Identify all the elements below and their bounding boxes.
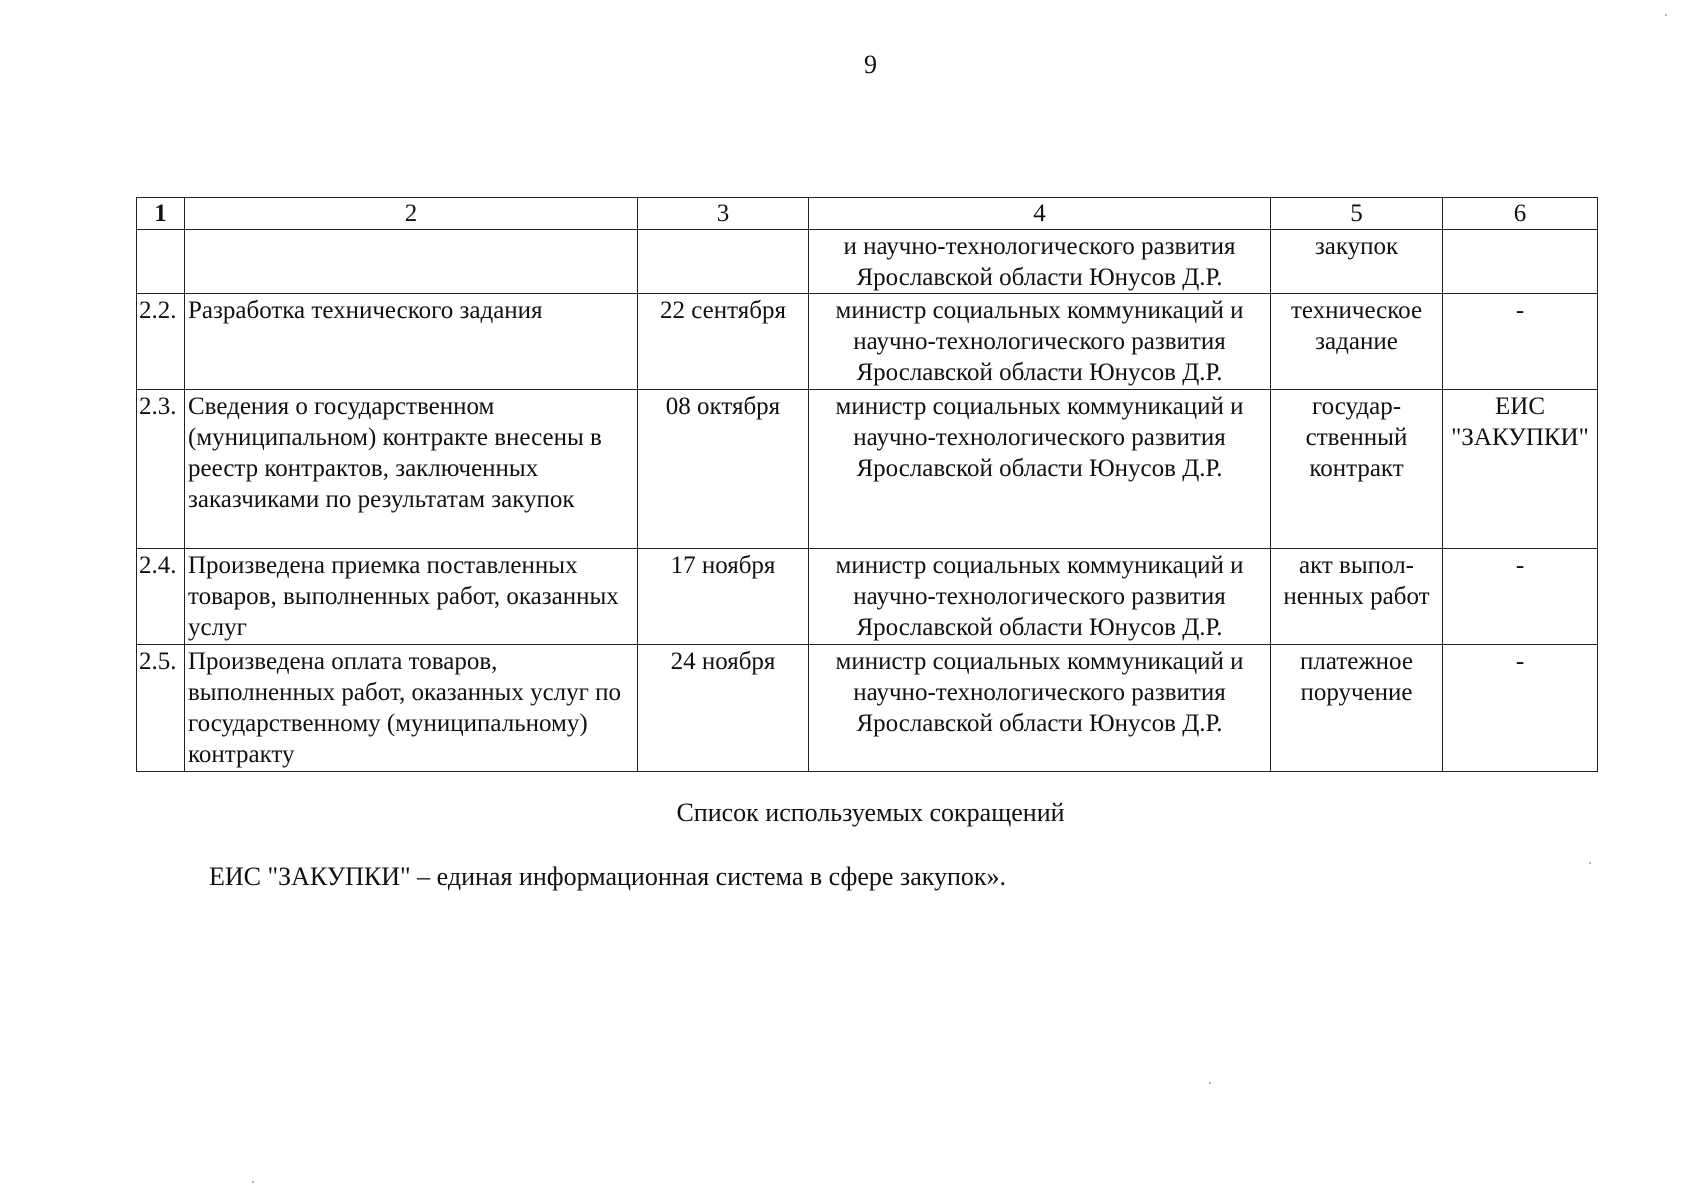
column-header-6: 6 [1443, 198, 1598, 230]
responsible-person: министр социальных коммуникаций и научно-технологического развития Ярославской области Юнусов Д.Р. [809, 645, 1271, 772]
result-document: платежное поручение [1271, 645, 1443, 772]
deadline-date: 17 ноября [638, 549, 809, 645]
event-description: Произведена оплата товаров, выполненных работ, оказанных услуг по государственному (муниципальному) контракту [185, 645, 638, 772]
table-header-row [137, 198, 1598, 230]
abbreviations-title: Список используемых сокращений [676, 798, 1065, 827]
event-description [185, 230, 638, 294]
event-description: Сведения о государственном (муниципальном) контракте внесены в реестр контрактов, заключенных заказчиками по результатам закупок [185, 390, 638, 549]
scan-speck [1209, 1082, 1211, 1084]
deadline-date: 08 октября [638, 390, 809, 549]
table-row [137, 230, 1598, 294]
table-row [137, 390, 1598, 549]
result-document: государ-ственный контракт [1271, 390, 1443, 549]
table-row [137, 645, 1598, 772]
result-document: техническое задание [1271, 294, 1443, 390]
deadline-date: 22 сентября [638, 294, 809, 390]
responsible-person: и научно-технологического развития Ярославской области Юнусов Д.Р. [809, 230, 1271, 294]
deadline-date: 24 ноября [638, 645, 809, 772]
responsible-person: министр социальных коммуникаций и научно-технологического развития Ярославской области Юнусов Д.Р. [809, 549, 1271, 645]
scan-speck [252, 1181, 254, 1183]
row-number: 2.3. [137, 390, 185, 549]
event-description: Разработка технического задания [185, 294, 638, 390]
row-number: 2.2. [137, 294, 185, 390]
row-number: 2.5. [137, 645, 185, 772]
information-source: - [1443, 645, 1598, 772]
column-header-2: 2 [185, 198, 638, 230]
table-row [137, 549, 1598, 645]
row-number: 2.4. [137, 549, 185, 645]
page-number: 9 [864, 50, 877, 79]
events-table [136, 197, 1598, 772]
information-source: - [1443, 294, 1598, 390]
responsible-person: министр социальных коммуникаций и научно-технологического развития Ярославской области Юнусов Д.Р. [809, 390, 1271, 549]
column-header-4: 4 [809, 198, 1271, 230]
result-document: акт выпол-ненных работ [1271, 549, 1443, 645]
scan-speck [1665, 14, 1667, 16]
row-number [137, 230, 185, 294]
abbreviation-entry: ЕИС "ЗАКУПКИ" – единая информационная система в сфере закупок». [209, 862, 1007, 891]
information-source: - [1443, 549, 1598, 645]
information-source [1443, 230, 1598, 294]
event-description: Произведена приемка поставленных товаров, выполненных работ, оказанных услуг [185, 549, 638, 645]
responsible-person: министр социальных коммуникаций и научно-технологического развития Ярославской области Юнусов Д.Р. [809, 294, 1271, 390]
deadline-date [638, 230, 809, 294]
column-header-3: 3 [638, 198, 809, 230]
scan-speck [1589, 862, 1591, 864]
column-header-5: 5 [1271, 198, 1443, 230]
result-document: закупок [1271, 230, 1443, 294]
column-header-1: 1 [137, 198, 185, 230]
information-source: ЕИС "ЗАКУПКИ" [1443, 390, 1598, 549]
table-row [137, 294, 1598, 390]
